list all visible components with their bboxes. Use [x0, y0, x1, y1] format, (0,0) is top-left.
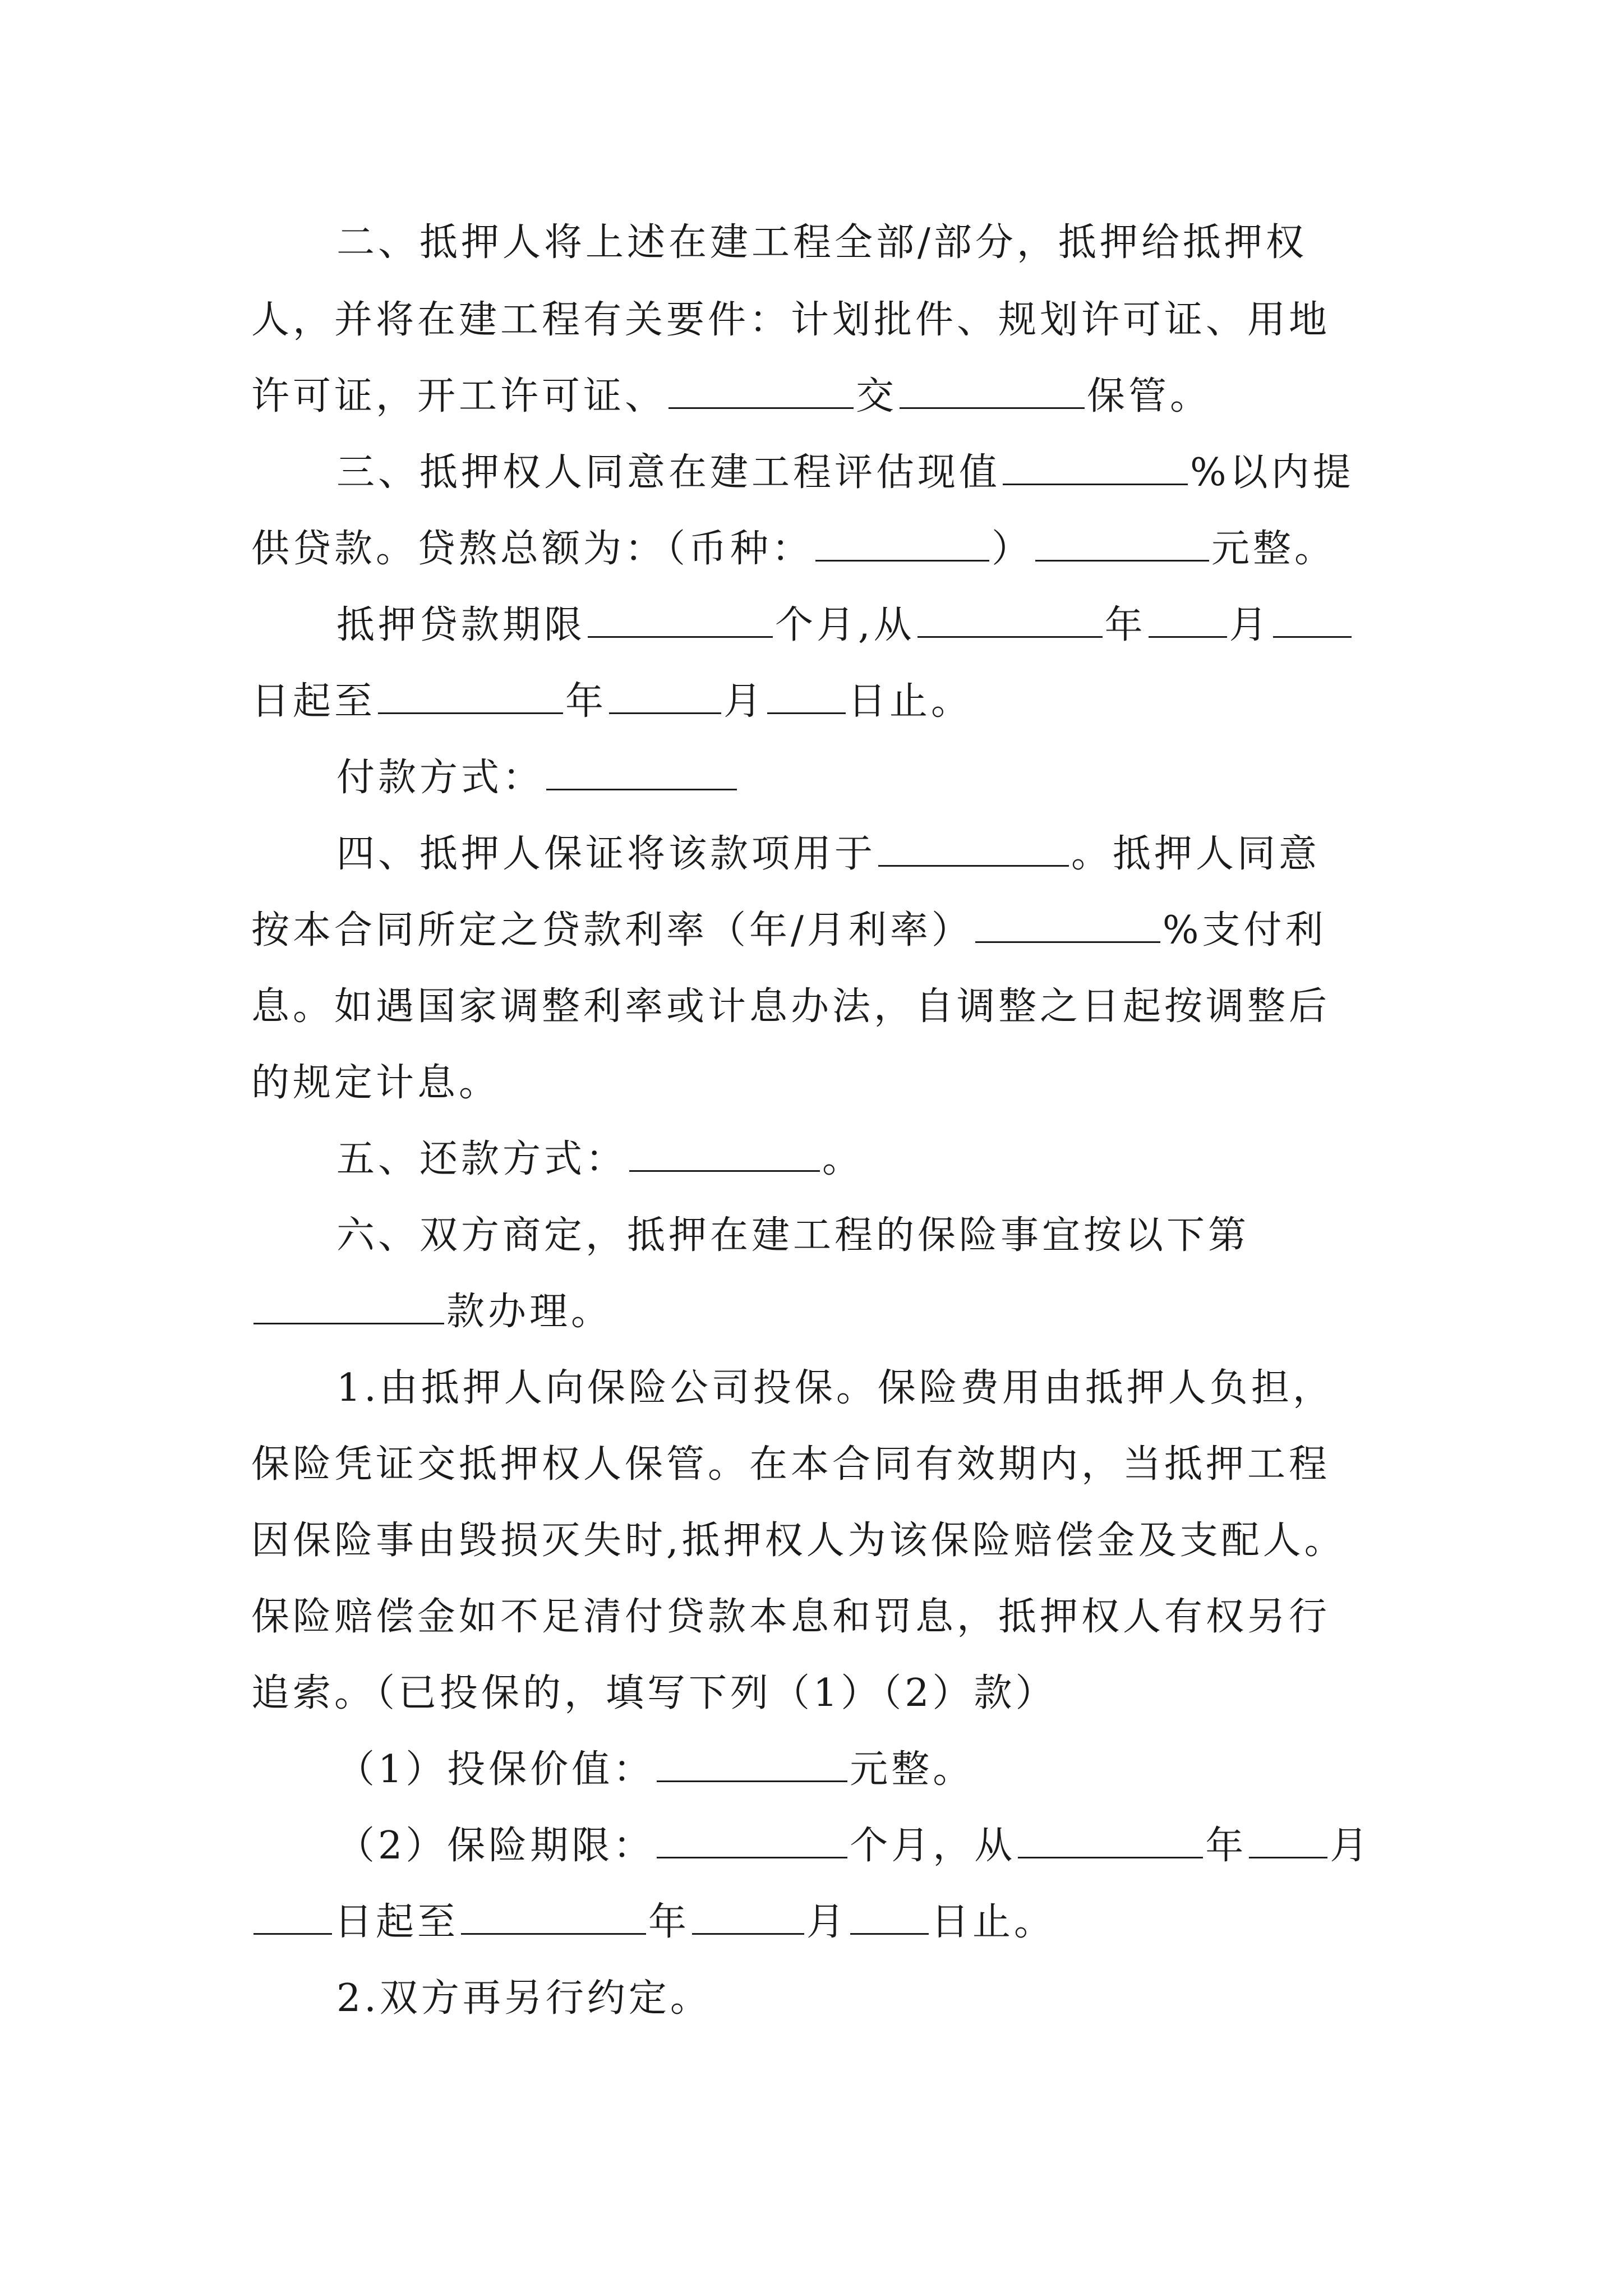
clause-5-line: [336, 1134, 1407, 1185]
text: 日止。: [848, 679, 973, 724]
text: 个月，从: [850, 1824, 1016, 1868]
clause-6-line-2: [251, 1287, 1407, 1337]
text: 。抵押人同意: [1071, 832, 1321, 876]
option-1-line-4: [251, 1592, 1407, 1642]
text: 供贷款。贷熬总额为：（币种：: [251, 527, 814, 571]
text: 元整。: [1211, 527, 1336, 571]
blank-field[interactable]: [378, 678, 563, 714]
blank-field[interactable]: [609, 678, 721, 714]
text: 许可证，开工许可证、: [251, 374, 667, 418]
text: 日止。: [931, 1900, 1056, 1944]
blank-field[interactable]: [461, 1898, 646, 1935]
clause-4-line-2: [251, 905, 1407, 956]
text: 抵押贷款期限: [336, 603, 586, 647]
blank-field[interactable]: [1035, 525, 1209, 562]
blank-field[interactable]: [767, 678, 846, 714]
loan-term-line-2: [251, 677, 1407, 727]
text: 二、抵押人将上述在建工程全部/部分，抵押给抵押权: [336, 220, 1307, 265]
text: ）: [992, 527, 1034, 571]
blank-field[interactable]: [629, 1135, 820, 1172]
option-1-line-2: [251, 1439, 1407, 1490]
clause-2-line-1: [336, 218, 1407, 268]
blank-field[interactable]: [900, 372, 1085, 409]
text: %以内提: [1190, 450, 1354, 495]
option-1-line-1: [336, 1363, 1407, 1414]
blank-field[interactable]: [692, 1898, 804, 1935]
text: 按本合同所定之贷款利率（年/月利率）: [251, 908, 973, 953]
text: 年: [565, 679, 607, 724]
option-1-line-3: [251, 1516, 1407, 1566]
text: 。: [822, 1137, 864, 1181]
text: 保险凭证交抵押权人保管。在本合同有效期内，当抵押工程: [251, 1442, 1331, 1487]
blank-field[interactable]: [975, 907, 1160, 943]
blank-field[interactable]: [1003, 449, 1188, 485]
blank-field[interactable]: [546, 754, 737, 790]
text: 元整。: [850, 1747, 975, 1792]
text: 月: [806, 1900, 849, 1944]
text: 年: [1104, 603, 1146, 647]
blank-field[interactable]: [657, 1822, 847, 1858]
text: 月: [1229, 603, 1271, 647]
option-1-line-5: [251, 1668, 1407, 1719]
text: 五、还款方式：: [336, 1137, 628, 1181]
insurance-term-line-1: [336, 1821, 1407, 1871]
blank-field[interactable]: [917, 601, 1103, 638]
blank-field[interactable]: [253, 1288, 444, 1324]
clause-2-line-3: [251, 371, 1407, 422]
text: 因保险事由毁损灭失时,抵押权人为该保险赔偿金及支配人。: [251, 1519, 1346, 1563]
option-2-line: [336, 1973, 1407, 2024]
insurance-term-line-2: [251, 1897, 1407, 1948]
blank-field[interactable]: [588, 601, 773, 638]
text: 日起至: [251, 679, 376, 724]
clause-6-line-1: [336, 1211, 1407, 1261]
text: 款办理。: [446, 1290, 613, 1334]
blank-field[interactable]: [1018, 1822, 1203, 1858]
text: %支付利: [1162, 908, 1327, 953]
insured-value-line: [336, 1745, 1407, 1795]
clause-3-line-2: [251, 524, 1407, 574]
text: 2.双方再另行约定。: [336, 1976, 712, 2021]
text: 月: [1330, 1824, 1372, 1868]
text: 的规定计息。: [251, 1061, 501, 1105]
loan-term-line-1: [336, 600, 1407, 651]
text: 个月,从: [775, 603, 915, 647]
text: （1）投保价值：: [336, 1747, 655, 1792]
text: 交: [856, 374, 898, 418]
clause-4-line-1: [336, 829, 1407, 880]
blank-field[interactable]: [657, 1746, 847, 1782]
text: 三、抵押权人同意在建工程评估现值: [336, 450, 1001, 495]
text: 日起至: [334, 1900, 459, 1944]
blank-field[interactable]: [850, 1898, 929, 1935]
blank-field[interactable]: [815, 525, 989, 562]
clause-2-line-2: [251, 295, 1407, 346]
text: 年: [1205, 1824, 1247, 1868]
text: 付款方式：: [336, 756, 545, 800]
text: 四、抵押人保证将该款项用于: [336, 832, 877, 876]
text: 六、双方商定，抵押在建工程的保险事宜按以下第: [336, 1213, 1250, 1258]
blank-field[interactable]: [668, 372, 854, 409]
payment-method-line: [336, 753, 1407, 803]
clause-4-line-3: [251, 982, 1407, 1032]
clause-3-line-1: [336, 448, 1407, 498]
text: 1.由抵押人向保险公司投保。保险费用由抵押人负担，: [336, 1366, 1334, 1410]
text: 息。如遇国家调整利率或计息办法，自调整之日起按调整后: [251, 984, 1331, 1029]
blank-field[interactable]: [1273, 601, 1352, 638]
clause-4-line-4: [251, 1058, 1407, 1108]
blank-field[interactable]: [1149, 601, 1227, 638]
text: 年: [648, 1900, 690, 1944]
text: 保险赔偿金如不足清付贷款本息和罚息，抵押权人有权另行: [251, 1595, 1331, 1639]
text: 月: [723, 679, 766, 724]
text: 人，并将在建工程有关要件：计划批件、规划许可证、用地: [251, 298, 1331, 342]
blank-field[interactable]: [1249, 1822, 1327, 1858]
text: 保管。: [1087, 374, 1212, 418]
text: 追索。（已投保的，填写下列（1）（2）款）: [251, 1671, 1057, 1715]
blank-field[interactable]: [253, 1898, 332, 1935]
blank-field[interactable]: [878, 830, 1069, 867]
text: （2）保险期限：: [336, 1824, 655, 1868]
